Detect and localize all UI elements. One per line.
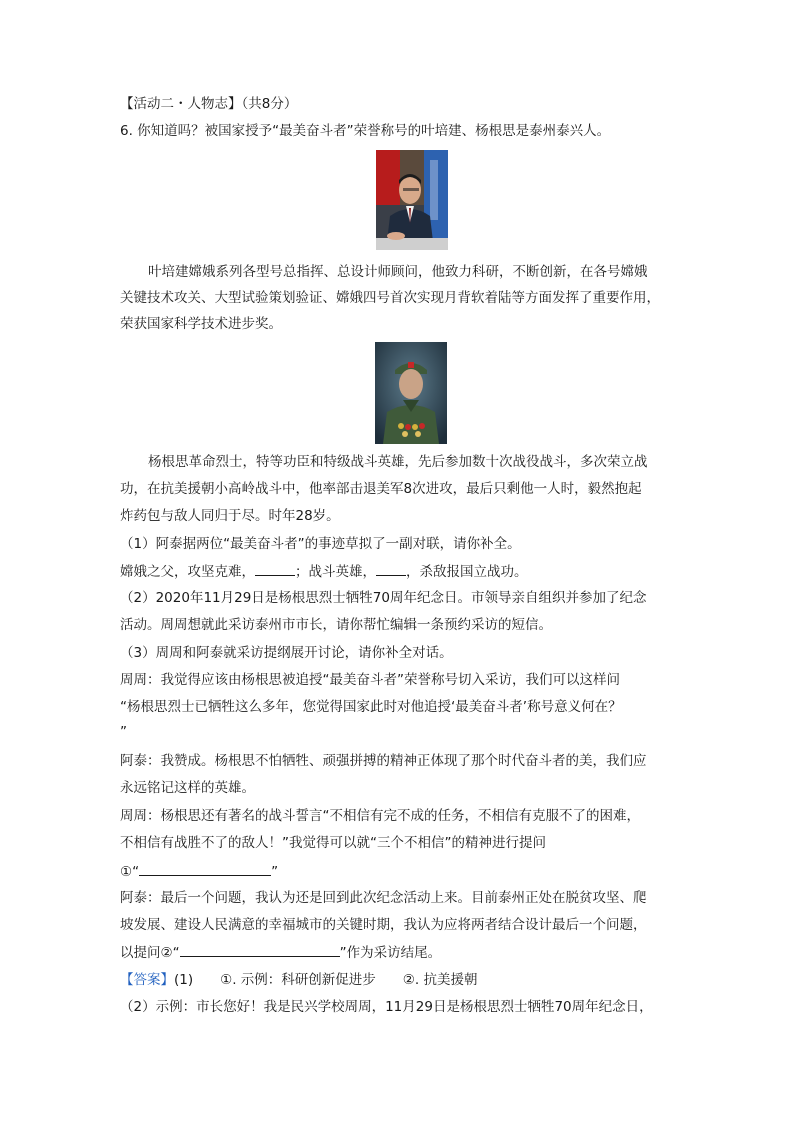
- ye-paragraph-line-3: 荣获国家科学技术进步奖。: [120, 316, 282, 332]
- dialog-atai-2-line-2: 坡发展、建设人民满意的幸福城市的关键时期，我认为应将两者结合设计最后一个问题，: [120, 917, 647, 933]
- question-6-intro: 6. 你知道吗？被国家授予“最美奋斗者”荣誉称号的叶培建、杨根思是泰州泰兴人。: [120, 123, 611, 139]
- dialog-zhouzhou-2-line-1: 周周：杨根思还有著名的战斗誓言“不相信有完不成的任务，不相信有克服不了的困难，: [120, 808, 640, 824]
- question-3: （3）周周和阿泰就采访提纲展开讨论，请你补全对话。: [120, 645, 453, 661]
- dialog-zhouzhou-1-line-3: ”: [120, 724, 127, 740]
- yang-paragraph-line-1: 杨根思革命烈士，特等功臣和特级战斗英雄，先后参加数十次战役战斗，多次荣立战: [148, 454, 648, 470]
- blank-1-suffix: ”: [271, 864, 279, 880]
- yang-paragraph-line-3: 炸药包与敌人同归于尽。时年28岁。: [120, 508, 340, 524]
- question-2-line-1: （2）2020年11月29日是杨根思烈士牺牲70周年纪念日。市领导亲自组织并参加了纪念: [120, 590, 647, 606]
- section-title: 【活动二・人物志】（共8分）: [120, 96, 298, 112]
- couplet-blank-1[interactable]: [255, 561, 295, 576]
- couplet-line: [120, 561, 528, 582]
- couplet-part-1: 嫦娥之父，攻坚克难，: [120, 564, 255, 580]
- ye-paragraph-line-1: 叶培建嫦娥系列各型号总指挥、总设计师顾问，他致力科研，不断创新，在各号嫦娥: [148, 264, 648, 280]
- ye-paragraph-line-2: 关键技术攻关、大型试验策划验证、嫦娥四号首次实现月背软着陆等方面发挥了重要作用，: [120, 290, 660, 306]
- couplet-part-2: ；战斗英雄，: [295, 564, 376, 580]
- dialog-zhouzhou-1-line-1: 周周：我觉得应该由杨根思被追授“最美奋斗者”荣誉称号切入采访，我们可以这样问: [120, 672, 620, 688]
- blank-1-line: [120, 861, 278, 882]
- answer-blank-2[interactable]: [180, 942, 340, 957]
- answer-text: (1) ①. 示例：科研创新促进步 ②. 抗美援朝: [174, 972, 478, 988]
- dialog-zhouzhou-2-line-2: 不相信有战胜不了的敌人！”我觉得可以就“三个不相信”的精神进行提问: [120, 835, 546, 851]
- answer-line-1: [120, 970, 478, 990]
- dialog-atai-1-line-2: 永远铭记这样的英雄。: [120, 780, 255, 796]
- question-1: （1）阿泰据两位“最美奋斗者”的事迹草拟了一副对联，请你补全。: [120, 536, 521, 552]
- blank-2-suffix: ”作为采访结尾。: [339, 945, 442, 961]
- answer-line-2: （2）示例：市长您好！我是民兴学校周周，11月29日是杨根思烈士牺牲70周年纪念日，: [120, 999, 653, 1015]
- blank-2-prefix: 以提问②“: [120, 945, 180, 961]
- answer-blank-1[interactable]: [139, 861, 271, 876]
- blank-2-line: [120, 942, 441, 963]
- dialog-atai-1-line-1: 阿泰：我赞成。杨根思不怕牺牲、顽强拼搏的精神正体现了那个时代奋斗者的美，我们应: [120, 753, 647, 769]
- dialog-zhouzhou-1-line-2: “杨根思烈士已牺牲这么多年，您觉得国家此时对他追授‘最美奋斗者’称号意义何在？: [120, 699, 622, 715]
- couplet-part-3: ，杀敌报国立战功。: [406, 564, 528, 580]
- blank-1-prefix: ①“: [120, 864, 140, 880]
- yang-gensi-photo: [375, 342, 447, 444]
- ye-peijian-photo: [376, 150, 448, 250]
- couplet-blank-2[interactable]: [376, 561, 406, 576]
- yang-paragraph-line-2: 功，在抗美援朝小高岭战斗中，他率部击退美军8次进攻，最后只剩他一人时，毅然抱起: [120, 481, 642, 497]
- dialog-atai-2-line-1: 阿泰：最后一个问题，我认为还是回到此次纪念活动上来。目前泰州正处在脱贫攻坚、爬: [120, 890, 647, 906]
- question-2-line-2: 活动。周周想就此采访泰州市市长，请你帮忙编辑一条预约采访的短信。: [120, 617, 552, 633]
- answer-label: 【答案】: [120, 972, 174, 988]
